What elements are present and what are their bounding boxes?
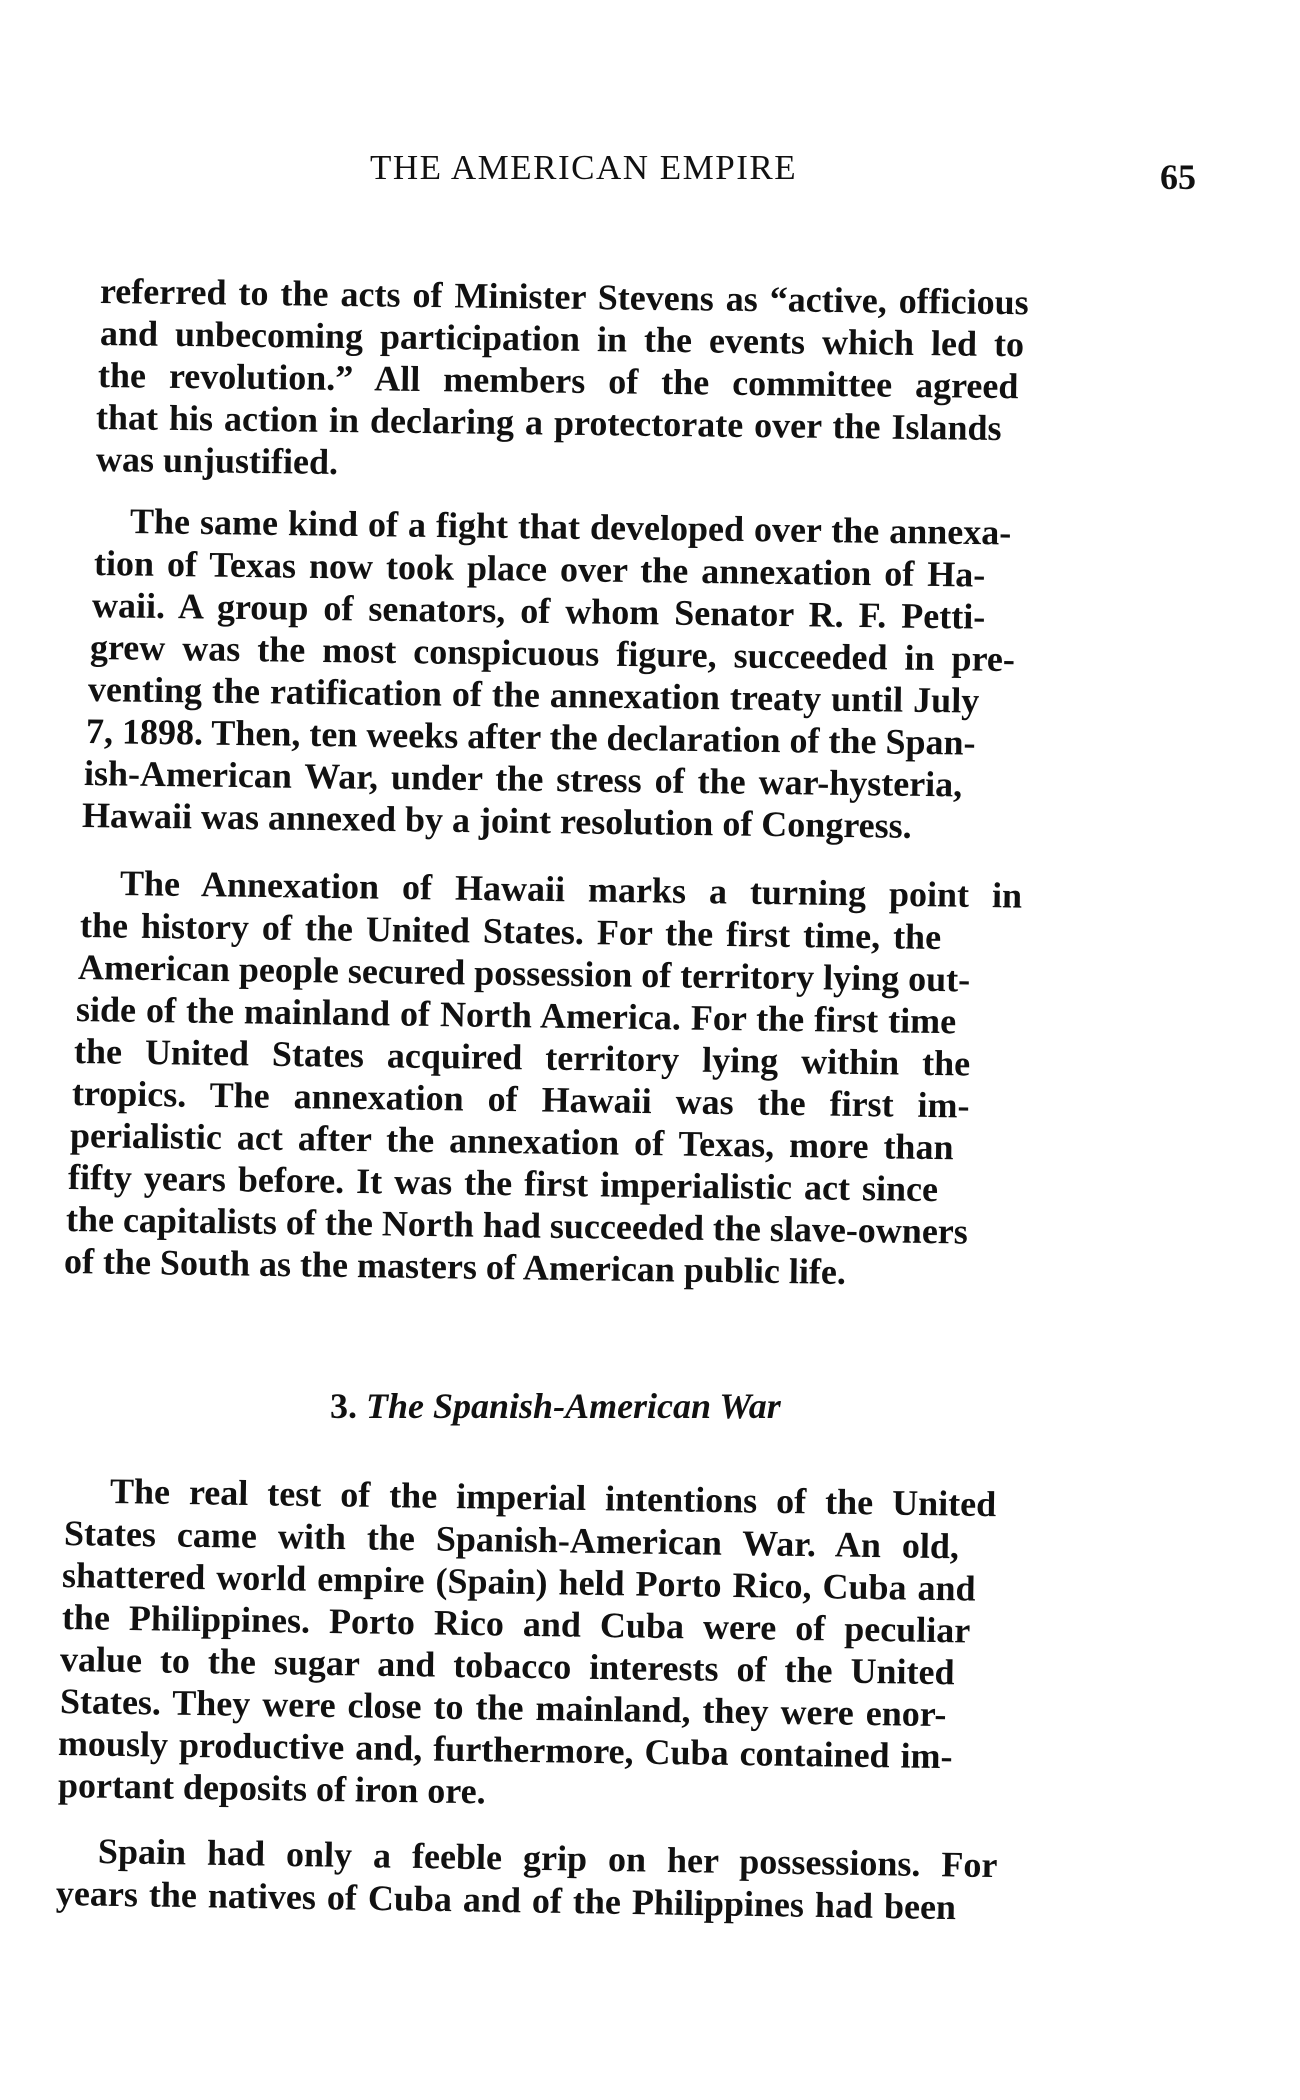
text-line: the revolution.” All members of the committee agreed — [97, 355, 1019, 407]
text-line: States. They were close to the mainland, they were enor- — [59, 1681, 947, 1735]
text-line: the history of the United States. For the first time, the — [79, 905, 942, 958]
text-line: side of the mainland of North America. For the first time — [75, 989, 957, 1042]
section-heading — [330, 1385, 781, 1427]
text-line: grew was the most conspicuous figure, succeeded in pre- — [89, 627, 1016, 680]
text-line: venting the ratification of the annexation treaty until July — [87, 669, 980, 721]
text-line: portant deposits of iron ore. — [57, 1765, 486, 1812]
text-line: of the South as the masters of American public life. — [63, 1241, 847, 1292]
text-line: the United States acquired territory lying within the — [73, 1031, 971, 1084]
text-line: perialistic act after the annexation of Texas, more than — [69, 1115, 954, 1168]
text-line: 7, 1898. Then, ten weeks after the declaration of the Span- — [85, 711, 976, 763]
page-number: 65 — [1160, 157, 1196, 197]
text-line: Hawaii was annexed by a joint resolution of Congress. — [81, 795, 912, 846]
text-line: tropics. The annexation of Hawaii was the first im- — [71, 1073, 970, 1126]
text-line: waii. A group of senators, of whom Senator R. F. Petti- — [91, 585, 986, 637]
section-title: The Spanish-American War — [366, 1386, 781, 1426]
text-line: shattered world empire (Spain) held Porto Rico, Cuba and — [61, 1555, 976, 1609]
section-number: 3. — [330, 1386, 357, 1426]
text-line: American people secured possession of territory lying out- — [77, 947, 971, 1000]
text-line: value to the sugar and tobacco interests of the United — [59, 1639, 955, 1693]
text-line: The same kind of a fight that developed over the annexa- — [129, 501, 1012, 553]
text-line: referred to the acts of Minister Stevens as “active, officious — [99, 271, 1029, 323]
text-line: The real test of the imperial intentions of the United — [109, 1471, 997, 1525]
text-line: years the natives of Cuba and of the Philippines had been — [55, 1873, 957, 1928]
text-line: was unjustified. — [95, 439, 339, 482]
text-line: and unbecoming participation in the events which led to — [99, 313, 1025, 365]
text-line: tion of Texas now took place over the annexation of Ha- — [93, 543, 986, 595]
text-line: the capitalists of the North had succeeded the slave-owners — [65, 1199, 969, 1252]
text-line: States came with the Spanish-American War. An old, — [63, 1513, 960, 1567]
text-line: the Philippines. Porto Rico and Cuba were of peculiar — [61, 1597, 971, 1651]
text-line: ish-American War, under the stress of the war-hysteria, — [83, 753, 963, 805]
text-line: that his action in declaring a protectorate over the Islands — [95, 397, 1002, 449]
text-line: The Annexation of Hawaii marks a turning point in — [119, 863, 1023, 916]
running-title: THE AMERICAN EMPIRE — [370, 148, 798, 187]
text-line: mously productive and, furthermore, Cuba contained im- — [57, 1723, 953, 1777]
text-line: fifty years before. It was the first imperialistic act since — [67, 1157, 939, 1210]
text-line: Spain had only a feeble grip on her possessions. For — [97, 1831, 998, 1886]
